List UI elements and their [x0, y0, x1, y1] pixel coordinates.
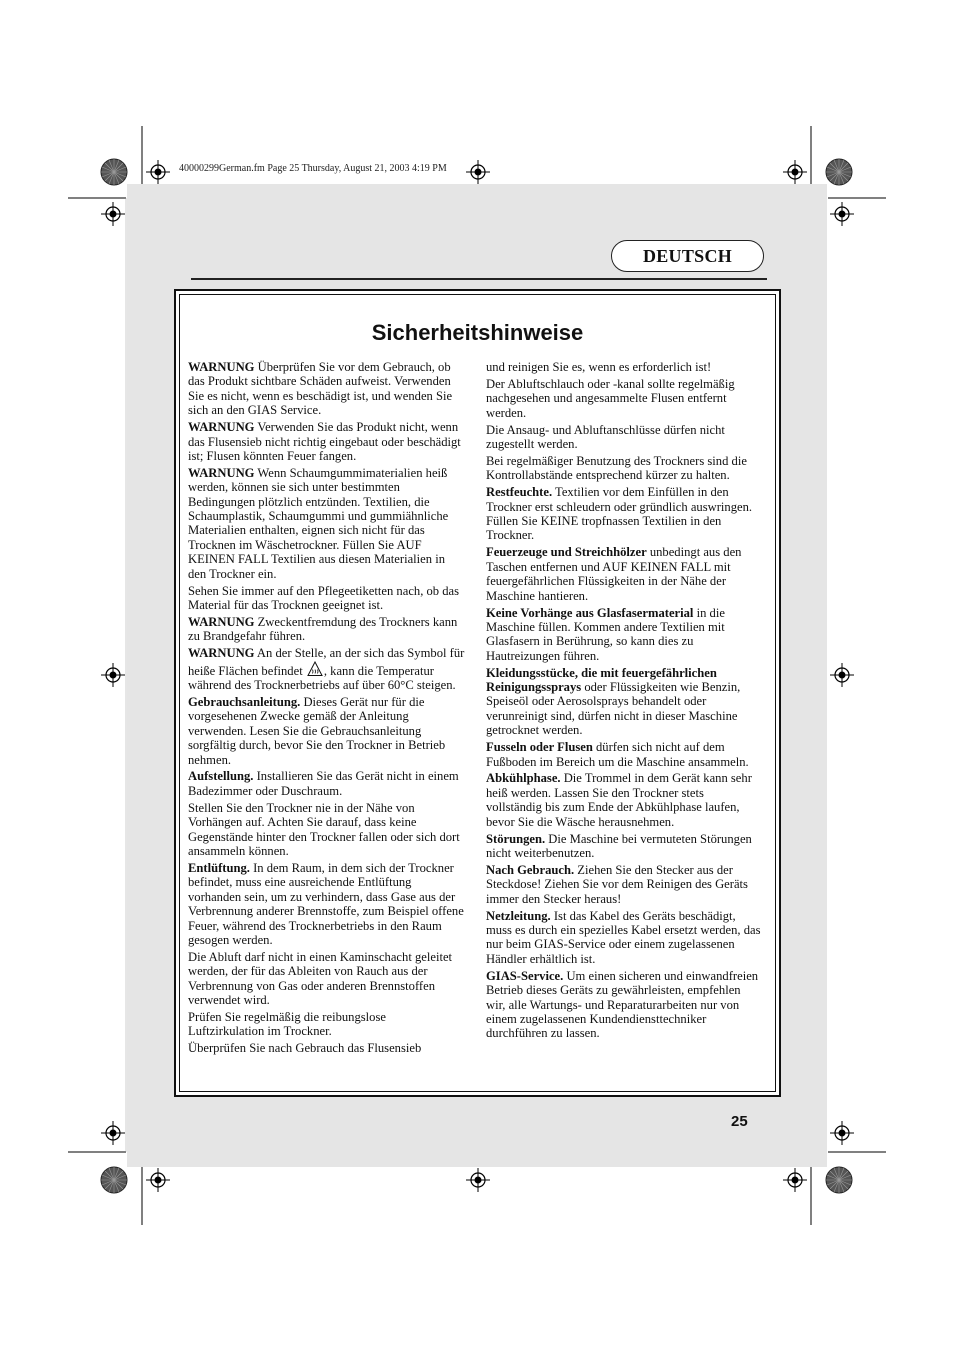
paragraph: Restfeuchte. Textilien vor dem Einfüllen in den Trockner erst schleudern oder gründlich auswringen. Füllen Sie KEINE tropfnassen Textilien in den Trockner. — [486, 485, 753, 543]
paragraph: und reinigen Sie es, wenn es erforderlich ist! — [486, 360, 712, 374]
paragraph: Stellen Sie den Trockner nie in der Nähe von Vorhängen auf. Achten Sie darauf, dass keine Gegenstände hinter den Trockner fallen oder sich dort ansammeln können. — [188, 800, 460, 858]
paragraph: Nach Gebrauch. Ziehen Sie den Stecker aus der Steckdose! Ziehen Sie vor dem Reinigen des Geräts immer den Stecker heraus! — [486, 862, 748, 906]
paragraph: Störungen. Die Maschine bei vermuteten Störungen nicht weiterbenutzen. — [486, 831, 752, 860]
paragraph: Keine Vorhänge aus Glasfasermaterial in die Maschine füllen. Kommen andere Textilien mit Glasfasern in Berührung, so kann dies zu Hautreizungen führen. — [486, 605, 725, 663]
paragraph: Bei regelmäßiger Benutzung des Trockners sind die Kontrollabstände entsprechend kürzer zu halten. — [486, 453, 747, 483]
registration-mark-icon — [466, 160, 490, 184]
paragraph: Gebrauchsanleitung. Dieses Gerät nur für die vorgesehenen Zwecke gemäß der Anleitung verwenden. Lesen Sie die Gebrauchsanleitung sorgfältig durch, bevor Sie den Trockner in Betrieb nehmen. — [188, 694, 446, 767]
paragraph: WARNUNG Wenn Schaumgummimaterialien heiß werden, können sie sich unter bestimmten Bedingungen plötzlich entzünden. Textilien, die Schaumplastik, Schaumgummi und gummiähnliche Materialien enthalten, eignen sich nicht für das Trocknen im Wäschetrockner. Füllen Sie AUF KEINEN FALL Textilien aus diesen Materialien in den Trockner ein. — [188, 465, 449, 581]
left-column — [188, 360, 465, 1058]
right-column — [486, 360, 763, 1043]
registration-mark-icon — [783, 160, 807, 184]
registration-mark-icon — [830, 202, 854, 226]
paragraph: WARNUNG Überprüfen Sie vor dem Gebrauch, ob das Produkt sichtbare Schäden aufweist. Verwenden Sie es nicht, wenn es beschädigt ist, und wenden Sie sich an den GIAS Service. — [188, 360, 453, 418]
paragraph: Sehen Sie immer auf den Pflegeetiketten nach, ob das Material für das Trocknen geeignet ist. — [188, 583, 460, 612]
paragraph: Abkühlphase. Die Trommel in dem Gerät kann sehr heiß werden. Lassen Sie den Trockner stets vollständig bis zum Ende der Abkühlphase laufen, bevor Sie die Wäsche herausnehmen. — [486, 771, 752, 829]
registration-mark-icon — [101, 663, 125, 687]
registration-mark-icon — [783, 1168, 807, 1192]
safety-instructions-box — [174, 289, 781, 1097]
paragraph: Netzleitung. Ist das Kabel des Geräts beschädigt, muss es durch ein spezielles Kabel ersetzt werden, das nur beim GIAS-Service oder einem zugelassenen Händler erhältlich ist. — [486, 908, 761, 966]
section-title: Sicherheitshinweise — [371, 320, 584, 345]
page-number: 25 — [731, 1113, 748, 1130]
registration-mark-icon — [101, 202, 125, 226]
paragraph: WARNUNG An der Stelle, an der sich das Symbol für heiße Flächen befindet , kann die Temperatur während des Trocknerbetriebs auf über 60°C steigen. — [188, 646, 465, 693]
paragraph: Kleidungsstücke, die mit feuergefährlichen Reinigungssprays oder Flüssigkeiten wie Benzin, Speiseöl oder Aerosolsprays behandelt oder verunreinigt sind, dürfen nicht in dieser Maschine getrocknet werden. — [486, 665, 741, 738]
paragraph: Aufstellung. Installieren Sie das Gerät nicht in einem Badezimmer oder Duschraum. — [188, 769, 459, 798]
registration-mark-icon — [830, 663, 854, 687]
paragraph: WARNUNG Zweckentfremdung des Trockners kann zu Brandgefahr führen. — [188, 614, 458, 644]
paragraph: Prüfen Sie regelmäßig die reibungslose Luftzirkulation im Trockner. — [188, 1009, 386, 1039]
registration-mark-icon — [146, 1168, 170, 1192]
paragraph: Die Abluft darf nicht in einen Kaminschacht geleitet werden, der für das Ableiten von Rauch aus der Verbrennung von Gas oder anderen Brennstoffen verwendet wird. — [188, 949, 453, 1008]
paragraph: Der Abluftschlauch oder -kanal sollte regelmäßig nachgesehen und angesammelte Flusen entfernt werden. — [486, 376, 735, 420]
language-tab: DEUTSCH — [611, 240, 764, 272]
paragraph: Die Ansaug- und Abluftanschlüsse dürfen nicht zugestellt werden. — [486, 422, 725, 452]
paragraph: Überprüfen Sie nach Gebrauch das Flusensieb — [188, 1041, 422, 1056]
registration-mark-icon — [830, 1121, 854, 1145]
paragraph: WARNUNG Verwenden Sie das Produkt nicht, wenn das Flusensieb nicht richtig eingebaut oder beschädigt ist; Flusen könnten Feuer fangen. — [188, 420, 461, 463]
registration-mark-icon — [146, 160, 170, 184]
file-header-line: 40000299German.fm Page 25 Thursday, August 21, 2003 4:19 PM — [179, 163, 447, 174]
paragraph: Entlüftung. In dem Raum, in dem sich der Trockner befindet, muss eine ausreichende Entlüftung vorhanden sein, um zu verhindern, dass Gase aus der Verbrennung anderer Brennstoffe, zum Beispiel offene Feuer, während des Trocknerbetriebs in den Raum gesogen werden. — [188, 860, 464, 947]
header-rule — [191, 278, 767, 280]
registration-mark-icon — [466, 1168, 490, 1192]
hot-surface-warning-icon — [307, 661, 323, 677]
paragraph: Feuerzeuge und Streichhölzer unbedingt aus den Taschen entfernen und AUF KEINEN FALL mit feuergefährlichen Flüssigkeiten in der Nähe der Maschine hantieren. — [486, 545, 742, 603]
registration-mark-icon — [101, 1121, 125, 1145]
paragraph: Fusseln oder Flusen dürfen sich nicht auf dem Fußboden im Bereich um die Maschine ansammeln. — [486, 740, 749, 769]
paragraph: GIAS-Service. Um einen sicheren und einwandfreien Betrieb dieses Geräts zu gewährleisten, empfehlen wir, alle Wartungs- und Reparaturarbeiten nur von einem zugelassenen Kundendiensttechniker durchführen zu lassen. — [486, 968, 759, 1041]
